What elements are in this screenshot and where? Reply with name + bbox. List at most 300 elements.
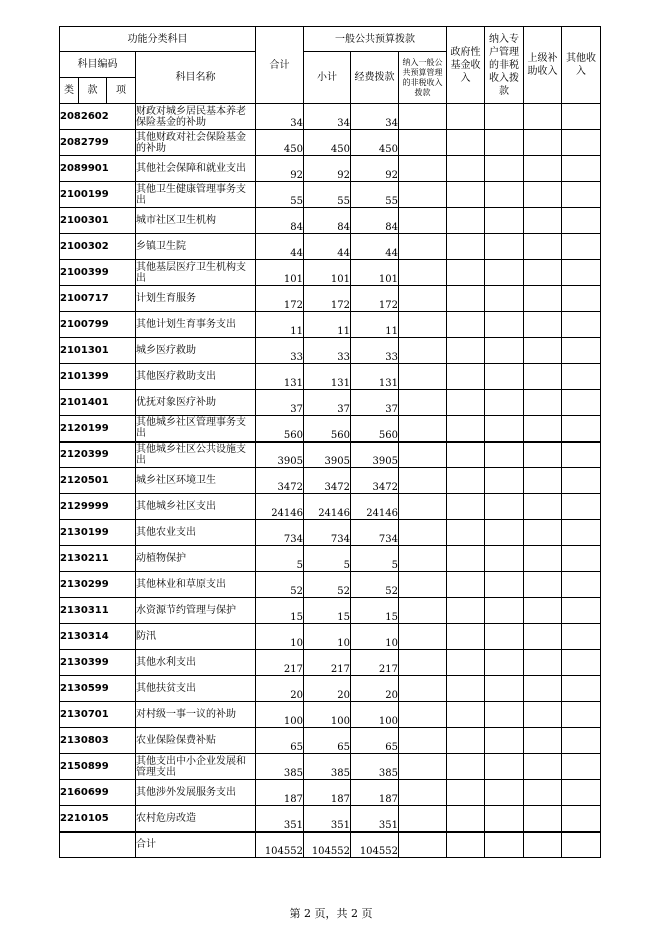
- row-code: 2101301: [60, 338, 136, 364]
- empty-cell: [399, 598, 447, 624]
- empty-cell: [399, 676, 447, 702]
- empty-cell: [447, 286, 485, 312]
- empty-cell: [562, 494, 601, 520]
- row-code: 2129999: [60, 494, 136, 520]
- page-footer: 第 2 页，共 2 页: [289, 907, 373, 920]
- row-subtotal: 52: [304, 572, 351, 598]
- table-row: [60, 156, 601, 182]
- row-total: 20: [256, 676, 304, 702]
- empty-cell: [399, 234, 447, 260]
- table-row: [60, 442, 601, 468]
- empty-cell: [399, 312, 447, 338]
- empty-cell: [399, 546, 447, 572]
- row-name: 其他财政对社会保险基金的补助: [136, 130, 256, 156]
- table-row: [60, 312, 601, 338]
- row-name: 农村危房改造: [136, 806, 256, 832]
- row-code: 2100302: [60, 234, 136, 260]
- row-subtotal: 3472: [304, 468, 351, 494]
- empty-cell: [399, 728, 447, 754]
- row-subtotal: 172: [304, 286, 351, 312]
- total-row-total: 104552: [256, 832, 304, 858]
- empty-cell: [485, 364, 524, 390]
- empty-cell: [524, 312, 562, 338]
- empty-cell: [562, 390, 601, 416]
- empty-cell: [524, 650, 562, 676]
- row-code: 2101401: [60, 390, 136, 416]
- empty-cell: [485, 312, 524, 338]
- empty-cell: [399, 806, 447, 832]
- row-funding: 92: [351, 156, 399, 182]
- header-name: 科目名称: [136, 52, 256, 104]
- row-total: 187: [256, 780, 304, 806]
- empty-cell: [399, 650, 447, 676]
- row-name: 其他农业支出: [136, 520, 256, 546]
- empty-cell: [562, 338, 601, 364]
- row-funding: 15: [351, 598, 399, 624]
- empty-cell: [447, 572, 485, 598]
- row-code: 2130314: [60, 624, 136, 650]
- table-row: [60, 182, 601, 208]
- empty-cell: [447, 312, 485, 338]
- row-name: 其他基层医疗卫生机构支出: [136, 260, 256, 286]
- empty-cell: [562, 260, 601, 286]
- row-code: 2100717: [60, 286, 136, 312]
- row-subtotal: 217: [304, 650, 351, 676]
- table-row: [60, 728, 601, 754]
- empty-cell: [524, 572, 562, 598]
- row-total: 5: [256, 546, 304, 572]
- empty-cell: [399, 572, 447, 598]
- empty-cell: [562, 806, 601, 832]
- table-row: [60, 676, 601, 702]
- row-name: 其他扶贫支出: [136, 676, 256, 702]
- header-code-group: 科目编码: [60, 52, 136, 78]
- empty-cell: [485, 416, 524, 442]
- empty-cell: [562, 598, 601, 624]
- empty-cell: [524, 338, 562, 364]
- empty-cell: [562, 754, 601, 780]
- row-subtotal: 131: [304, 364, 351, 390]
- row-total: 217: [256, 650, 304, 676]
- empty-cell: [399, 754, 447, 780]
- empty-cell: [562, 312, 601, 338]
- row-subtotal: 11: [304, 312, 351, 338]
- row-code: 2150899: [60, 754, 136, 780]
- empty-cell: [485, 338, 524, 364]
- empty-cell: [399, 390, 447, 416]
- empty-cell: [524, 754, 562, 780]
- row-funding: 131: [351, 364, 399, 390]
- header-nontax-in-budget: 纳入一般公共预算管理的非税收入拨款: [399, 52, 447, 104]
- empty-cell: [562, 104, 601, 130]
- row-code: 2130701: [60, 702, 136, 728]
- empty-cell: [524, 806, 562, 832]
- empty-cell: [485, 286, 524, 312]
- empty-cell: [447, 234, 485, 260]
- empty-cell: [399, 624, 447, 650]
- row-name: 对村级一事一议的补助: [136, 702, 256, 728]
- row-funding: 52: [351, 572, 399, 598]
- row-subtotal: 84: [304, 208, 351, 234]
- empty-cell: [447, 390, 485, 416]
- row-subtotal: 5: [304, 546, 351, 572]
- empty-cell: [485, 650, 524, 676]
- row-code: 2210105: [60, 806, 136, 832]
- empty-cell: [562, 572, 601, 598]
- table-row: [60, 546, 601, 572]
- empty-cell: [562, 364, 601, 390]
- empty-cell: [524, 494, 562, 520]
- row-funding: 217: [351, 650, 399, 676]
- empty-cell: [524, 520, 562, 546]
- empty-cell: [524, 364, 562, 390]
- row-code: 2120199: [60, 416, 136, 442]
- empty-cell: [399, 416, 447, 442]
- table-row: [60, 572, 601, 598]
- empty-cell: [447, 702, 485, 728]
- row-total: 34: [256, 104, 304, 130]
- empty-cell: [447, 442, 485, 468]
- table-row: [60, 234, 601, 260]
- empty-cell: [562, 520, 601, 546]
- empty-cell: [485, 156, 524, 182]
- row-code: 2089901: [60, 156, 136, 182]
- row-total: 11: [256, 312, 304, 338]
- empty-cell: [447, 104, 485, 130]
- row-subtotal: 385: [304, 754, 351, 780]
- row-name: 其他城乡社区公共设施支出: [136, 442, 256, 468]
- row-name: 其他城乡社区支出: [136, 494, 256, 520]
- empty-cell: [485, 260, 524, 286]
- table-row: [60, 364, 601, 390]
- empty-cell: [399, 208, 447, 234]
- row-funding: 351: [351, 806, 399, 832]
- empty-cell: [524, 416, 562, 442]
- row-code: 2130311: [60, 598, 136, 624]
- table-row: [60, 104, 601, 130]
- total-row-subtotal: 104552: [304, 832, 351, 858]
- empty-cell: [524, 156, 562, 182]
- empty-cell: [524, 130, 562, 156]
- empty-cell: [447, 208, 485, 234]
- row-total: 351: [256, 806, 304, 832]
- row-code: 2130803: [60, 728, 136, 754]
- empty-cell: [447, 468, 485, 494]
- empty-cell: [399, 104, 447, 130]
- empty-cell: [562, 624, 601, 650]
- empty-cell: [447, 650, 485, 676]
- empty-cell: [524, 728, 562, 754]
- row-code: 2101399: [60, 364, 136, 390]
- empty-cell: [485, 780, 524, 806]
- row-funding: 3472: [351, 468, 399, 494]
- row-subtotal: 33: [304, 338, 351, 364]
- empty-cell: [562, 156, 601, 182]
- row-funding: 44: [351, 234, 399, 260]
- empty-cell: [485, 572, 524, 598]
- row-name: 财政对城乡居民基本养老保险基金的补助: [136, 104, 256, 130]
- row-subtotal: 734: [304, 520, 351, 546]
- table-row: [60, 260, 601, 286]
- row-total: 52: [256, 572, 304, 598]
- row-name: 水资源节约管理与保护: [136, 598, 256, 624]
- row-total: 44: [256, 234, 304, 260]
- row-code: 2130599: [60, 676, 136, 702]
- header-xiang: 项: [107, 78, 136, 104]
- row-total: 101: [256, 260, 304, 286]
- row-funding: 5: [351, 546, 399, 572]
- row-total: 734: [256, 520, 304, 546]
- empty-cell: [562, 234, 601, 260]
- header-kuan: 款: [79, 78, 107, 104]
- row-name: 优抚对象医疗补助: [136, 390, 256, 416]
- empty-cell: [485, 234, 524, 260]
- empty-cell: [485, 130, 524, 156]
- row-total: 65: [256, 728, 304, 754]
- empty-cell: [524, 546, 562, 572]
- row-funding: 560: [351, 416, 399, 442]
- table-row: [60, 754, 601, 780]
- table-row: [60, 416, 601, 442]
- row-funding: 101: [351, 260, 399, 286]
- row-funding: 55: [351, 182, 399, 208]
- empty-cell: [447, 598, 485, 624]
- empty-cell: [447, 754, 485, 780]
- empty-cell: [485, 468, 524, 494]
- row-subtotal: 10: [304, 624, 351, 650]
- row-funding: 734: [351, 520, 399, 546]
- row-total: 84: [256, 208, 304, 234]
- table-row: [60, 130, 601, 156]
- empty-cell: [485, 702, 524, 728]
- empty-cell: [399, 130, 447, 156]
- empty-cell: [447, 364, 485, 390]
- row-total: 33: [256, 338, 304, 364]
- row-name: 城乡医疗救助: [136, 338, 256, 364]
- header-lei: 类: [60, 78, 79, 104]
- row-name: 其他涉外发展服务支出: [136, 780, 256, 806]
- empty-cell: [524, 260, 562, 286]
- row-name: 防汛: [136, 624, 256, 650]
- row-name: 其他社会保障和就业支出: [136, 156, 256, 182]
- empty-cell: [562, 546, 601, 572]
- table-row: [60, 286, 601, 312]
- header-other-income: 其他收入: [562, 27, 601, 104]
- row-name: 其他水利支出: [136, 650, 256, 676]
- row-funding: 20: [351, 676, 399, 702]
- empty-cell: [524, 624, 562, 650]
- empty-cell: [562, 728, 601, 754]
- table-row: [60, 650, 601, 676]
- empty-cell: [485, 390, 524, 416]
- header-special-nontax: 纳入专户管理的非税收入拨款: [485, 27, 524, 104]
- row-name: 乡镇卫生院: [136, 234, 256, 260]
- empty-cell: [562, 650, 601, 676]
- empty-cell: [485, 182, 524, 208]
- row-name: 其他林业和草原支出: [136, 572, 256, 598]
- empty-cell: [447, 416, 485, 442]
- row-code: 2100199: [60, 182, 136, 208]
- table-row: [60, 494, 601, 520]
- empty-cell: [485, 520, 524, 546]
- row-funding: 37: [351, 390, 399, 416]
- row-subtotal: 24146: [304, 494, 351, 520]
- empty-cell: [447, 832, 485, 858]
- empty-cell: [399, 442, 447, 468]
- empty-cell: [562, 780, 601, 806]
- table-row: [60, 806, 601, 832]
- empty-cell: [447, 156, 485, 182]
- empty-cell: [562, 468, 601, 494]
- empty-cell: [447, 182, 485, 208]
- row-code: 2120399: [60, 442, 136, 468]
- row-code: 2130199: [60, 520, 136, 546]
- header-general-budget: 一般公共预算拨款: [304, 27, 447, 52]
- row-subtotal: 92: [304, 156, 351, 182]
- row-name: 农业保险保费补贴: [136, 728, 256, 754]
- row-subtotal: 101: [304, 260, 351, 286]
- row-total: 92: [256, 156, 304, 182]
- header-funding: 经费拨款: [351, 52, 399, 104]
- empty-cell: [485, 104, 524, 130]
- empty-cell: [485, 546, 524, 572]
- empty-cell: [524, 780, 562, 806]
- empty-cell: [524, 442, 562, 468]
- header-func-class: 功能分类科目: [60, 27, 256, 52]
- row-total: 100: [256, 702, 304, 728]
- row-funding: 100: [351, 702, 399, 728]
- row-code: 2160699: [60, 780, 136, 806]
- total-row-label: 合计: [136, 832, 256, 858]
- empty-cell: [524, 182, 562, 208]
- row-funding: 10: [351, 624, 399, 650]
- row-funding: 65: [351, 728, 399, 754]
- row-funding: 33: [351, 338, 399, 364]
- table-row: [60, 598, 601, 624]
- empty-cell: [399, 832, 447, 858]
- row-subtotal: 55: [304, 182, 351, 208]
- empty-cell: [447, 676, 485, 702]
- row-total: 3905: [256, 442, 304, 468]
- empty-cell: [524, 286, 562, 312]
- empty-cell: [447, 780, 485, 806]
- row-name: 其他城乡社区管理事务支出: [136, 416, 256, 442]
- row-subtotal: 3905: [304, 442, 351, 468]
- row-total: 37: [256, 390, 304, 416]
- row-total: 450: [256, 130, 304, 156]
- row-code: 2100799: [60, 312, 136, 338]
- empty-cell: [447, 338, 485, 364]
- empty-cell: [524, 104, 562, 130]
- empty-cell: [399, 286, 447, 312]
- row-name: 其他卫生健康管理事务支出: [136, 182, 256, 208]
- empty-cell: [562, 182, 601, 208]
- empty-cell: [485, 598, 524, 624]
- empty-cell: [447, 624, 485, 650]
- row-funding: 24146: [351, 494, 399, 520]
- row-name: 其他计划生育事务支出: [136, 312, 256, 338]
- empty-cell: [447, 806, 485, 832]
- row-subtotal: 351: [304, 806, 351, 832]
- empty-cell: [524, 208, 562, 234]
- row-total: 15: [256, 598, 304, 624]
- empty-cell: [447, 520, 485, 546]
- total-row-funding: 104552: [351, 832, 399, 858]
- empty-cell: [399, 702, 447, 728]
- empty-cell: [399, 520, 447, 546]
- row-subtotal: 20: [304, 676, 351, 702]
- row-name: 城市社区卫生机构: [136, 208, 256, 234]
- empty-cell: [399, 260, 447, 286]
- empty-cell: [485, 494, 524, 520]
- row-code: 2082602: [60, 104, 136, 130]
- row-funding: 187: [351, 780, 399, 806]
- empty-cell: [447, 260, 485, 286]
- empty-cell: [562, 676, 601, 702]
- row-name: 计划生育服务: [136, 286, 256, 312]
- empty-cell: [399, 494, 447, 520]
- empty-cell: [562, 442, 601, 468]
- row-funding: 3905: [351, 442, 399, 468]
- row-subtotal: 34: [304, 104, 351, 130]
- table-row: [60, 390, 601, 416]
- row-funding: 385: [351, 754, 399, 780]
- empty-cell: [485, 754, 524, 780]
- row-subtotal: 44: [304, 234, 351, 260]
- row-funding: 34: [351, 104, 399, 130]
- empty-cell: [562, 416, 601, 442]
- empty-cell: [562, 208, 601, 234]
- row-code: 2120501: [60, 468, 136, 494]
- empty-cell: [485, 832, 524, 858]
- row-funding: 11: [351, 312, 399, 338]
- table-row: [60, 702, 601, 728]
- total-row: [60, 832, 601, 858]
- row-code: 2130299: [60, 572, 136, 598]
- row-name: 动植物保护: [136, 546, 256, 572]
- row-funding: 450: [351, 130, 399, 156]
- row-total: 24146: [256, 494, 304, 520]
- header-subtotal: 小计: [304, 52, 351, 104]
- row-total: 55: [256, 182, 304, 208]
- table-row: [60, 520, 601, 546]
- empty-cell: [524, 390, 562, 416]
- row-code: 2100301: [60, 208, 136, 234]
- empty-cell: [485, 442, 524, 468]
- empty-cell: [524, 468, 562, 494]
- row-subtotal: 15: [304, 598, 351, 624]
- row-total: 385: [256, 754, 304, 780]
- empty-cell: [447, 546, 485, 572]
- row-name: 城乡社区环境卫生: [136, 468, 256, 494]
- table-row: [60, 780, 601, 806]
- empty-cell: [447, 130, 485, 156]
- row-subtotal: 65: [304, 728, 351, 754]
- row-code: 2130211: [60, 546, 136, 572]
- row-subtotal: 560: [304, 416, 351, 442]
- empty-cell: [399, 182, 447, 208]
- row-code: 2100399: [60, 260, 136, 286]
- row-total: 10: [256, 624, 304, 650]
- empty-cell: [524, 832, 562, 858]
- total-row-code: [60, 832, 136, 858]
- row-funding: 172: [351, 286, 399, 312]
- row-total: 131: [256, 364, 304, 390]
- row-code: 2082799: [60, 130, 136, 156]
- row-subtotal: 37: [304, 390, 351, 416]
- row-name: 其他医疗救助支出: [136, 364, 256, 390]
- row-total: 172: [256, 286, 304, 312]
